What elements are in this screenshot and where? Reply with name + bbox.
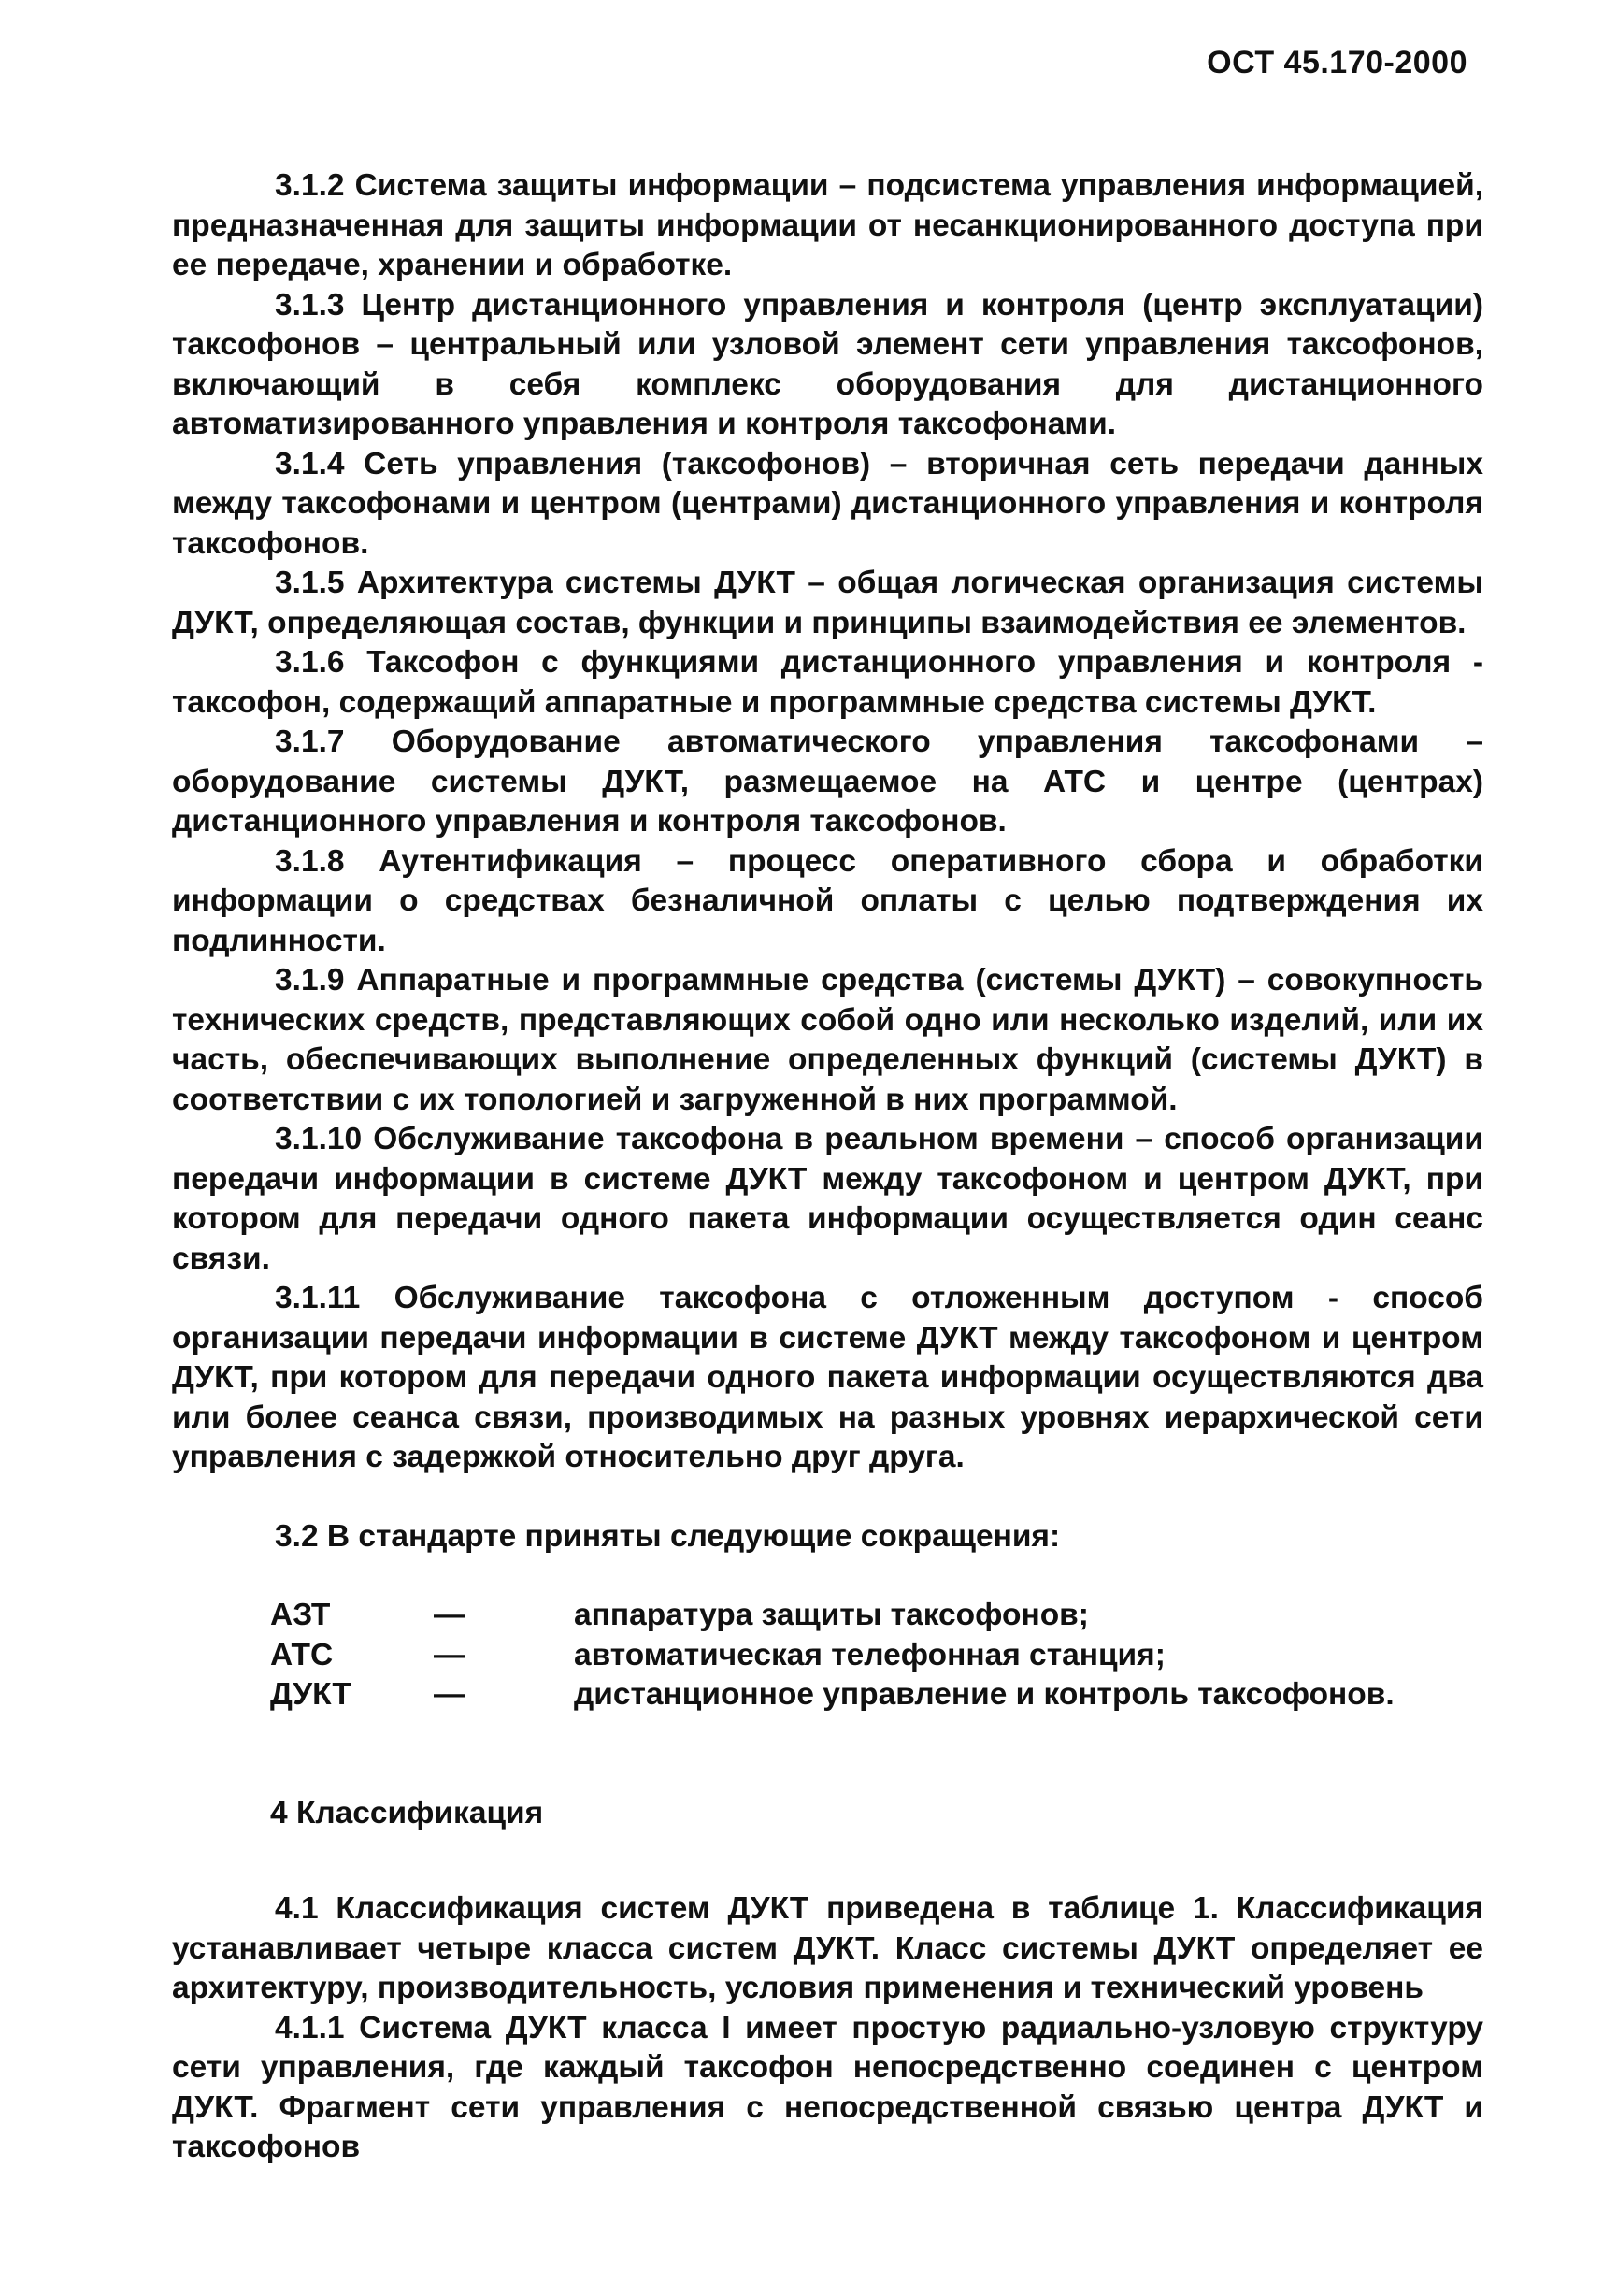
abbreviation-meaning: аппаратура защиты таксофонов; [574, 1598, 1089, 1632]
definition-3-1-4: 3.1.4 Сеть управления (таксофонов) – вторичная сеть передачи данных между таксофонами и центром (центрами) дистанционного управления и контроля таксофонов. [172, 446, 1483, 561]
document-body [172, 166, 1483, 2168]
abbreviation-row [270, 1596, 1395, 1636]
abbreviation-dash: — [434, 1637, 465, 1672]
classification-paragraph-4-1-1: 4.1.1 Система ДУКТ класса I имеет простую радиально-узловую структуру сети управления, где каждый таксофон непосредственно соединен с центром ДУКТ. Фрагмент сети управления с непосредственной связью центра ДУКТ и таксофонов [172, 2010, 1483, 2164]
definition-3-1-2: 3.1.2 Система защиты информации – подсистема управления информацией, предназначенная для защиты информации от несанкционированного доступа при ее передаче, хранении и обработке. [172, 168, 1483, 282]
abbreviation-term: АЗТ [270, 1598, 331, 1632]
abbreviations-table [270, 1596, 1395, 1715]
definition-3-1-3: 3.1.3 Центр дистанционного управления и контроля (центр эксплуатации) таксофонов – центральный или узловой элемент сети управления таксофонов, включающий в себя комплекс оборудования для дистанционного автоматизированного управления и контроля таксофонами. [172, 287, 1483, 441]
definition-3-1-11: 3.1.11 Обслуживание таксофона с отложенным доступом - способ организации передачи информации в системе ДУКТ между таксофоном и центром ДУКТ, при котором для передачи одного пакета информации осуществляются два или более сеанса связи, производимых на разных уровнях иерархической сети управления с задержкой относительно друг друга. [172, 1281, 1483, 1474]
abbreviation-meaning: автоматическая телефонная станция; [574, 1637, 1166, 1672]
definition-3-1-5: 3.1.5 Архитектура системы ДУКТ – общая логическая организация системы ДУКТ, определяющая состав, функции и принципы взаимодействия ее элементов. [172, 566, 1483, 640]
classification-paragraph-4-1: 4.1 Классификация систем ДУКТ приведена в таблице 1. Классификация устанавливает четыре класса систем ДУКТ. Класс системы ДУКТ определяет ее архитектуру, производительность, условия применения и технический уровень [172, 1891, 1483, 2005]
definition-3-1-6: 3.1.6 Таксофон с функциями дистанционного управления и контроля - таксофон, содержащий аппаратные и программные средства системы ДУКТ. [172, 645, 1483, 720]
definition-3-1-10: 3.1.10 Обслуживание таксофона в реальном времени – способ организации передачи информации в системе ДУКТ между таксофоном и центром ДУКТ, при котором для передачи одного пакета информации осуществляется один сеанс связи. [172, 1122, 1483, 1276]
abbreviation-row [270, 1675, 1395, 1715]
abbreviation-row [270, 1636, 1395, 1676]
abbreviation-dash: — [434, 1598, 465, 1632]
abbreviation-term: АТС [270, 1637, 334, 1672]
definition-3-1-9: 3.1.9 Аппаратные и программные средства (системы ДУКТ) – совокупность технических средств, представляющих собой одно или несколько изделий, или их часть, обеспечивающих выполнение определенных функций (системы ДУКТ) в соответствии с их топологией и загруженной в них программой. [172, 963, 1483, 1117]
abbreviation-dash: — [434, 1677, 465, 1712]
section-heading-classification: 4 Классификация [270, 1795, 544, 1830]
document-code: ОСТ 45.170-2000 [1207, 45, 1467, 80]
abbreviation-term: ДУКТ [270, 1677, 351, 1712]
definition-3-1-8: 3.1.8 Аутентификация – процесс оперативного сбора и обработки информации о средствах безналичной оплаты с целью подтверждения их подлинности. [172, 843, 1483, 958]
abbreviation-meaning: дистанционное управление и контроль таксофонов. [574, 1677, 1395, 1712]
abbreviations-intro: 3.2 В стандарте приняты следующие сокращения: [275, 1518, 1061, 1554]
definition-3-1-7: 3.1.7 Оборудование автоматического управления таксофонами – оборудование системы ДУКТ, размещаемое на АТС и центре (центрах) дистанционного управления и контроля таксофонов. [172, 725, 1483, 839]
